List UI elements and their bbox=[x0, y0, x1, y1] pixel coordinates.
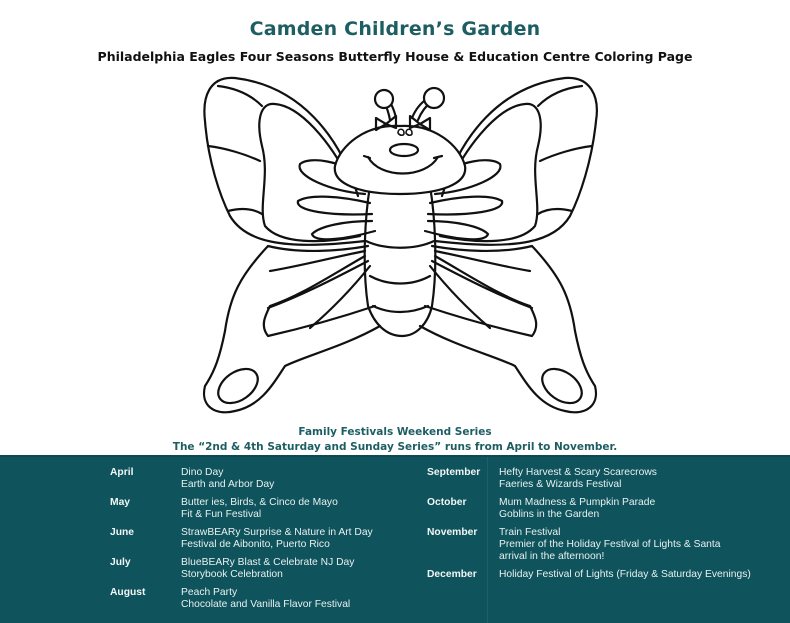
month-label: July bbox=[110, 557, 131, 568]
event-item: Hefty Harvest & Scary Scarecrows bbox=[499, 467, 657, 478]
event-item: Mum Madness & Pumpkin Parade bbox=[499, 497, 656, 508]
event-item: Holiday Festival of Lights (Friday & Saturday Evenings) bbox=[499, 569, 751, 580]
event-item: Peach Party bbox=[181, 587, 238, 598]
festival-note: The “2nd & 4th Saturday and Sunday Series” runs from April to November. bbox=[172, 441, 618, 453]
event-item: Fit & Fun Festival bbox=[181, 509, 262, 520]
month-label: May bbox=[110, 497, 131, 508]
column-divider bbox=[487, 457, 488, 623]
event-list bbox=[499, 467, 657, 491]
event-list bbox=[499, 527, 721, 563]
event-item: Chocolate and Vanilla Flavor Festival bbox=[181, 599, 351, 610]
antenna-right-tip bbox=[424, 88, 444, 108]
month-label: September bbox=[427, 467, 481, 478]
festival-info bbox=[0, 425, 790, 455]
event-item: StrawBEARy Surprise & Nature in Art Day bbox=[181, 527, 373, 538]
event-list bbox=[499, 569, 751, 581]
month-label: June bbox=[110, 527, 135, 538]
event-item: BlueBEARy Blast & Celebrate NJ Day bbox=[181, 557, 355, 568]
body bbox=[365, 186, 436, 336]
event-item: arrival in the afternoon! bbox=[499, 551, 605, 562]
event-item: Train Festival bbox=[499, 527, 561, 538]
right-arm-2 bbox=[428, 197, 502, 215]
head bbox=[335, 126, 465, 194]
festival-heading: Family Festivals Weekend Series bbox=[298, 426, 492, 438]
event-list bbox=[181, 557, 354, 581]
month-label: April bbox=[110, 467, 134, 478]
event-item: Faeries & Wizards Festival bbox=[499, 479, 622, 490]
event-item: Butter ies, Birds, & Cinco de Mayo bbox=[181, 497, 338, 508]
event-item: Festival de Aibonito, Puerto Rico bbox=[181, 539, 330, 550]
event-item: Storybook Celebration bbox=[181, 569, 283, 580]
antenna-left-tip bbox=[375, 90, 393, 108]
event-list bbox=[181, 587, 350, 611]
page-title: Camden Children’s Garden bbox=[249, 18, 541, 40]
left-arm-2 bbox=[298, 197, 372, 215]
schedule-band bbox=[0, 455, 790, 623]
page-subtitle: Philadelphia Eagles Four Seasons Butterfly House & Education Centre Coloring Page bbox=[97, 49, 693, 64]
month-label: December bbox=[427, 569, 477, 580]
month-label: October bbox=[427, 497, 467, 508]
month-label: November bbox=[427, 527, 478, 538]
event-item: Earth and Arbor Day bbox=[181, 479, 275, 490]
event-item: Goblins in the Garden bbox=[499, 509, 600, 520]
event-item: Premier of the Holiday Festival of Lights & Santa bbox=[499, 539, 721, 550]
event-list bbox=[181, 497, 338, 521]
nose bbox=[390, 144, 418, 156]
month-label: August bbox=[110, 587, 146, 598]
event-list bbox=[181, 527, 373, 551]
butterfly-illustration bbox=[190, 66, 610, 420]
event-list bbox=[181, 467, 274, 491]
event-list bbox=[499, 497, 655, 521]
event-item: Dino Day bbox=[181, 467, 224, 478]
